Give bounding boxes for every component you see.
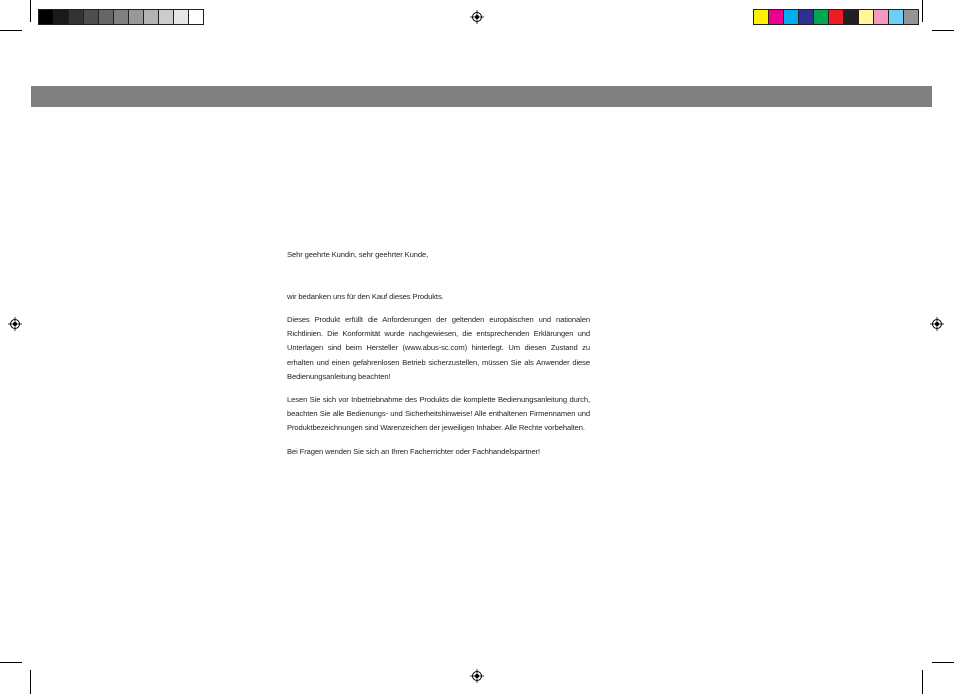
crop-mark-top-left-v [30,0,31,22]
registration-mark-right-icon [930,317,944,331]
registration-mark-top-icon [470,10,484,24]
grayscale-calibration-strip [38,9,204,25]
crop-mark-bottom-left-v [30,670,31,694]
grayscale-swatch [159,10,174,24]
paragraph-conformity: Dieses Produkt erfüllt die Anforderungen der geltenden europäischen und nationalen Richtlinien. Die Konformität wurde nachgewiesen, die entsprechenden Erklärungen und Unterlagen sind beim Hersteller (www.abus-sc.com) hinterlegt. Um diesen Zustand zu erhalten und einen gefahrenlosen Betrieb sicherzustellen, müssen Sie als Anwender diese Bedienungsanleitung beachten! [287,314,590,381]
grayscale-swatch [84,10,99,24]
crop-mark-top-right-h [932,30,954,31]
color-swatch [859,10,874,24]
crop-mark-top-left-h [0,30,22,31]
registration-mark-left-icon [8,317,22,331]
header-bar [31,86,932,107]
grayscale-swatch [39,10,54,24]
grayscale-swatch [129,10,144,24]
grayscale-swatch [144,10,159,24]
color-swatch [784,10,799,24]
color-swatch [769,10,784,24]
color-swatch [844,10,859,24]
color-swatch [904,10,918,24]
greeting-text: Sehr geehrte Kundin, sehr geehrter Kunde, [287,250,429,259]
grayscale-swatch [114,10,129,24]
grayscale-swatch [69,10,84,24]
registration-mark-bottom-icon [470,669,484,683]
grayscale-swatch [54,10,69,24]
grayscale-swatch [99,10,114,24]
crop-mark-top-right-v [922,0,923,22]
color-swatch [889,10,904,24]
grayscale-swatch [189,10,203,24]
crop-mark-bottom-right-h [932,662,954,663]
paragraph-instructions: Lesen Sie sich vor Inbetriebnahme des Produkts die komplette Bedienungsanleitung durch, beachten Sie alle Bedienungs- und Sicherheitshinweise! Alle enthaltenen Firmennamen und Produktbezeichnungen sind Warenzeichen der jeweiligen Inhaber. Alle Rechte vorbehalten. [287,394,590,433]
color-swatch [874,10,889,24]
color-swatch [754,10,769,24]
paragraph-questions: Bei Fragen wenden Sie sich an Ihren Facherrichter oder Fachhandelspartner! [287,446,541,456]
color-calibration-strip [753,9,919,25]
crop-mark-bottom-right-v [922,670,923,694]
color-swatch [814,10,829,24]
grayscale-swatch [174,10,189,24]
crop-mark-bottom-left-h [0,662,22,663]
color-swatch [799,10,814,24]
paragraph-thanks: wir bedanken uns für den Kauf dieses Produkts. [287,291,444,301]
document-body [287,248,590,468]
color-swatch [829,10,844,24]
